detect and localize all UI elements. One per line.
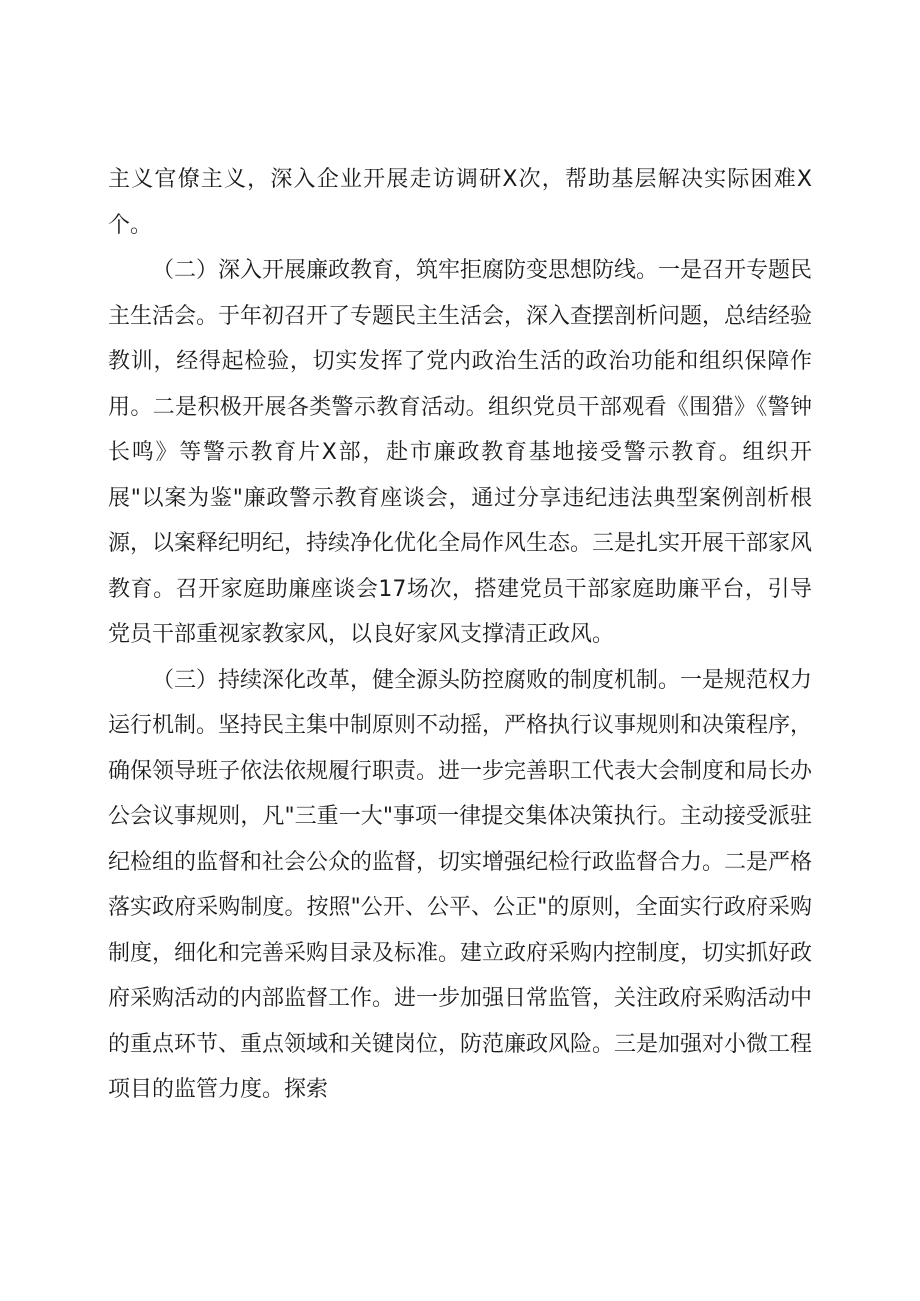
paragraph-section-2: （二）深入开展廉政教育，筑牢拒腐防变思想防线。一是召开专题民主生活会。于年初召开了专题民主生活会，深入查摆剖析问题，总结经验教训，经得起检验，切实发挥了党内政治生活的政治功能和组织保障作用。二是积极开展各类警示教育活动。组织党员干部观看《围猎》《警钟长鸣》等警示教育片X部，赴市廉政教育基地接受警示教育。组织开展"以案为鉴"廉政警示教育座谈会，通过分享违纪违法典型案例剖析根源，以案释纪明纪，持续净化优化全局作风生态。三是扎实开展干部家风教育。召开家庭助廉座谈会17场次，搭建党员干部家庭助廉平台，引导党员干部重视家教家风，以良好家风支撑清正政风。 — [108, 258, 813, 647]
paragraph-section-3: （三）持续深化改革，健全源头防控腐败的制度机制。一是规范权力运行机制。坚持民主集中制原则不动摇，严格执行议事规则和决策程序，确保领导班子依法依规履行职责。进一步完善职工代表大会制度和局长办公会议事规则，凡"三重一大"事项一律提交集体决策执行。主动接受派驻纪检组的监督和社会公众的监督，切实增强纪检行政监督合力。二是严格落实政府采购制度。按照"公开、公平、公正"的原则，全面实行政府采购制度，细化和完善采购目录及标准。建立政府采购内控制度，切实抓好政府采购活动的内部监督工作。进一步加强日常监管，关注政府采购活动中的重点环节、重点领域和关键岗位，防范廉政风险。三是加强对小微工程项目的监管力度。探索 — [108, 667, 813, 1102]
document-body — [108, 157, 812, 1113]
paragraph-continuation: 主义官僚主义，深入企业开展走访调研X次，帮助基层解决实际困难X个。 — [108, 167, 812, 238]
